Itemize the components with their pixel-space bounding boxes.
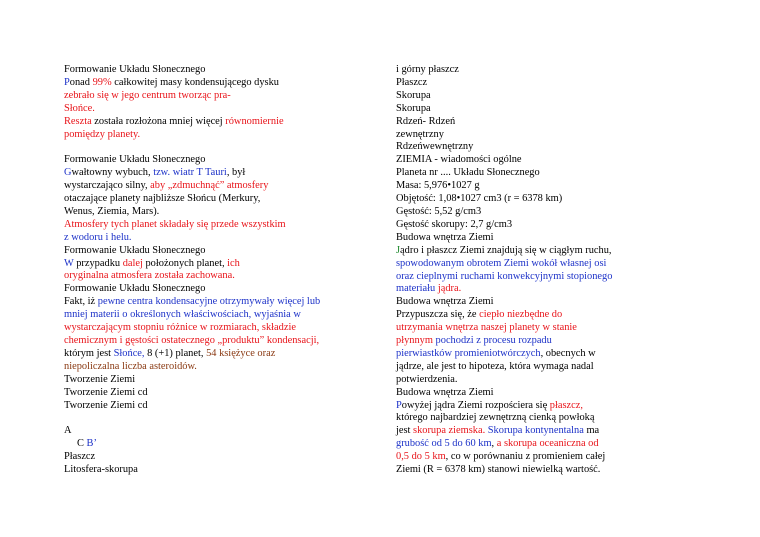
fact-line: Planeta nr .... Układu Słonecznego xyxy=(396,167,540,179)
paragraph-line: wystarczającym stopniu różnice w rozmiarach, składzie xyxy=(64,322,296,334)
paragraph-line: Gwałtowny wybuch, tzw. wiatr T Tauri, był xyxy=(64,167,246,179)
heading-formowanie-3: Formowanie Układu Słonecznego xyxy=(64,244,206,256)
diagram-label-rdzen-wewnetrzny: Rdzeńwewnętrzny xyxy=(396,141,474,153)
paragraph-line: którego najbardziej zewnętrzną cienką powłoką xyxy=(396,412,595,424)
heading-budowa-3: Budowa wnętrza Ziemi xyxy=(396,386,494,398)
diagram-label-plaszcz: Płaszcz xyxy=(396,76,428,88)
paragraph-line: jądrze, ale jest to hipoteza, która wymaga nadal xyxy=(396,360,594,372)
diagram-label-skorupa: Skorupa xyxy=(396,89,431,101)
heading-tworzenie-1: Tworzenie Ziemi xyxy=(64,373,136,385)
heading-formowanie-2: Formowanie Układu Słonecznego xyxy=(64,154,206,166)
diagram-label-rdzen: Rdzeń- Rdzeń xyxy=(396,115,456,127)
diagram-label-gorny-plaszcz: i górny płaszcz xyxy=(396,64,459,75)
spacer xyxy=(64,412,364,425)
paragraph-line: 0,5 do 5 km, co w porównaniu z promieniem całej xyxy=(396,451,606,463)
heading-budowa-1: Budowa wnętrza Ziemi xyxy=(396,231,494,243)
paragraph-line: potwierdzenia. xyxy=(396,373,458,385)
diagram-label-zewnetrzny: zewnętrzny xyxy=(396,128,444,140)
heading-tworzenie-2: Tworzenie Ziemi cd xyxy=(64,386,148,398)
paragraph-line: zebrało się w jego centrum tworząc pra- xyxy=(64,89,231,101)
diagram-label-plaszcz: Płaszcz xyxy=(64,451,96,463)
diagram-label-skorupa: Skorupa xyxy=(396,102,431,114)
paragraph-line: Ziemi (R = 6378 km) stanowi niewielką wartość. xyxy=(396,464,601,476)
paragraph-line: Atmosfery tych planet składały się przede wszystkim xyxy=(64,218,286,230)
heading-formowanie-4: Formowanie Układu Słonecznego xyxy=(64,283,206,295)
paragraph-line: Jądro i płaszcz Ziemi znajdują się w ciągłym ruchu, xyxy=(396,244,612,256)
right-column xyxy=(396,64,696,477)
heading-formowanie-1: Formowanie Układu Słonecznego xyxy=(64,64,206,75)
paragraph-line: W przypadku dalej położonych planet, ich xyxy=(64,257,240,269)
paragraph-line: Reszta została rozłożona mniej więcej równomiernie xyxy=(64,115,284,127)
fact-line: Masa: 5,976•1027 g xyxy=(396,180,480,192)
paragraph-line: płynnym pochodzi z procesu rozpadu xyxy=(396,335,552,347)
paragraph-line: spowodowanym obrotem Ziemi wokół własnej osi xyxy=(396,257,607,269)
paragraph-line: chemicznym i gęstości ostatecznego „produktu” kondensacji, xyxy=(64,335,320,347)
diagram-label-c-b: C B’ xyxy=(77,438,97,450)
paragraph-line: niepoliczalna liczba asteroidów. xyxy=(64,360,197,372)
paragraph-line: Fakt, iż pewne centra kondensacyjne otrzymywały więcej lub xyxy=(64,296,321,308)
paragraph-line: otaczające planety najbliższe Słońcu (Merkury, xyxy=(64,193,261,205)
left-column xyxy=(64,64,364,477)
heading-tworzenie-3: Tworzenie Ziemi cd xyxy=(64,399,148,411)
paragraph-line: z wodoru i helu. xyxy=(64,231,132,243)
paragraph-line: Ponad 99% całkowitej masy kondensującego dysku xyxy=(64,76,279,88)
paragraph-line: oryginalna atmosfera została zachowana. xyxy=(64,270,235,282)
paragraph-line: Powyżej jądra Ziemi rozpościera się płaszcz, xyxy=(396,399,583,411)
fact-line: Gęstość: 5,52 g/cm3 xyxy=(396,205,482,217)
paragraph-line: wystarczająco silny, aby „zdmuchnąć” atmosfery xyxy=(64,180,269,192)
paragraph-line: utrzymania wnętrza naszej planety w stanie xyxy=(396,322,577,334)
diagram-label-litosfera: Litosfera-skorupa xyxy=(64,464,138,476)
paragraph-line: którym jest Słońce, 8 (+1) planet, 54 księżyce oraz xyxy=(64,347,276,359)
heading-ziemia: ZIEMIA - wiadomości ogólne xyxy=(396,154,522,166)
paragraph-line: grubość od 5 do 60 km, a skorupa oceaniczna od xyxy=(396,438,599,450)
paragraph-line: oraz cieplnymi ruchami konwekcyjnymi stopionego xyxy=(396,270,613,282)
paragraph-line: pomiędzy planety. xyxy=(64,128,141,140)
spacer xyxy=(64,141,364,154)
paragraph-line: Słońce. xyxy=(64,102,95,114)
paragraph-line: Przypuszcza się, że ciepło niezbędne do xyxy=(396,309,563,321)
heading-budowa-2: Budowa wnętrza Ziemi xyxy=(396,296,494,308)
diagram-label-a: A xyxy=(64,425,72,437)
paragraph-line: materiału jądra. xyxy=(396,283,462,295)
paragraph-line: Wenus, Ziemia, Mars). xyxy=(64,205,160,217)
fact-line: Gęstość skorupy: 2,7 g/cm3 xyxy=(396,218,513,230)
paragraph-line: jest skorupa ziemska. Skorupa kontynentalna ma xyxy=(396,425,600,437)
fact-line: Objętość: 1,08•1027 cm3 (r = 6378 km) xyxy=(396,193,563,205)
paragraph-line: pierwiastków promieniotwórczych, obecnych w xyxy=(396,347,596,359)
paragraph-line: mniej materii o określonych właściwościach, wyjaśnia w xyxy=(64,309,301,321)
